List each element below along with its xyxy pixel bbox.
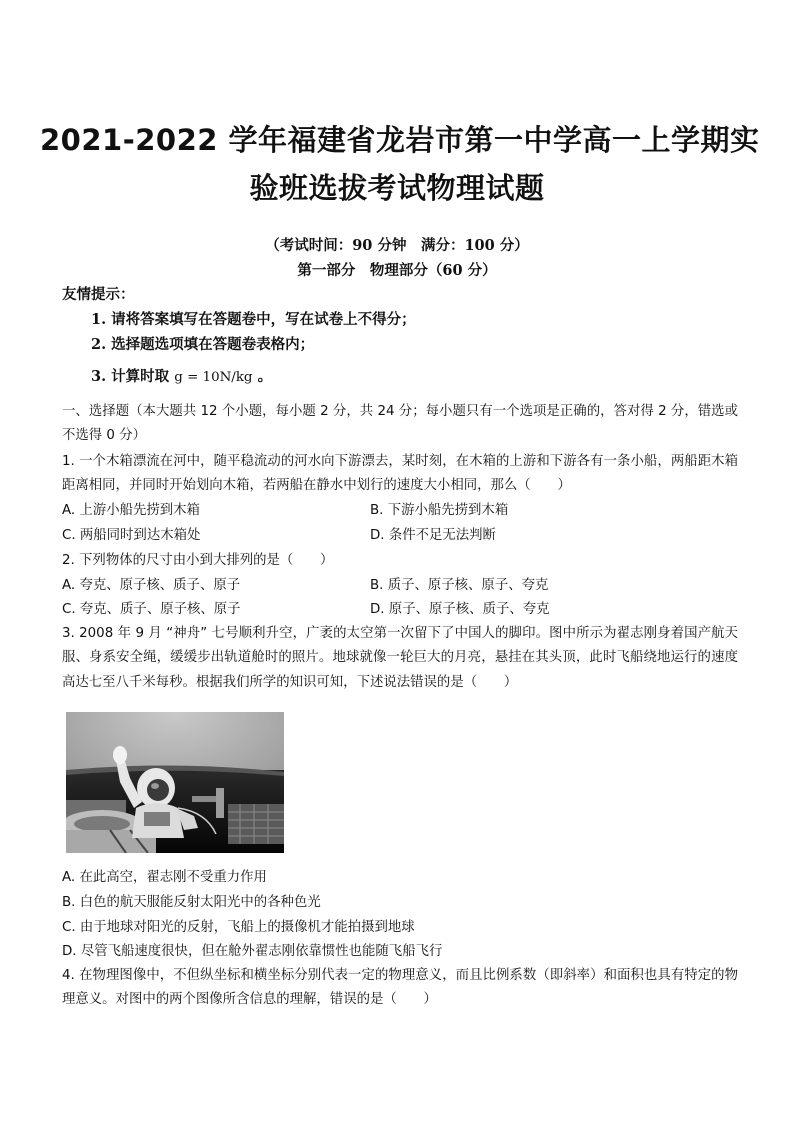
exam-info: （考试时间：90 分钟 满分：100 分） (265, 237, 529, 254)
question-1-option-c: C. 两船同时到达木箱处 (62, 528, 201, 543)
tip-item-3-prefix: 3. 计算时取 (91, 368, 170, 385)
question-1-option-d: D. 条件不足无法判断 (370, 528, 496, 543)
question-3-stem: 3. 2008 年 9 月 “神舟” 七号顺利升空，广袤的太空第一次留下了中国人的脚印。图中所示为翟志刚身着国产航天服、身系安全绳，缓缓步出轨道舱时的照片。地球就像一轮巨大的月亮，悬挂在其头顶，此时飞船绕地运行的速度高达七至八千米每秒。根据我们所学的知识可知，下述说法错误的是（ ） (62, 626, 738, 690)
question-3-option-b: B. 白色的航天服能反射太阳光中的各种色光 (62, 895, 321, 910)
tips-heading: 友情提示： (62, 286, 135, 303)
question-1-option-b: B. 下游小船先捞到木箱 (370, 503, 509, 518)
question-2-option-a: A. 夸克、原子核、质子、原子 (62, 578, 241, 593)
tip-item-1: 1. 请将答案填写在答题卷中，写在试卷上不得分； (91, 311, 416, 328)
section-heading: 一、选择题（本大题共 12 个小题，每小题 2 分，共 24 分；每小题只有一个选项是正确的，答对得 2 分，错选或不选得 0 分） (62, 404, 738, 444)
exam-title-line-1: 2021-2022 学年福建省龙岩市第一中学高一上学期实 (40, 123, 760, 157)
gravity-formula: g = 10N/kg (174, 370, 253, 385)
question-3-option-d: D. 尽管飞船速度很快，但在舱外翟志刚依靠惯性也能随飞船飞行 (62, 944, 443, 959)
tip-item-2: 2. 选择题选项填在答题卷表格内； (91, 336, 315, 353)
exam-title-line-2: 验班选拔考试物理试题 (249, 171, 545, 205)
tip-item-3-suffix: 。 (257, 368, 273, 385)
question-3-option-c: C. 由于地球对阳光的反射，飞船上的摄像机才能拍摄到地球 (62, 920, 415, 935)
question-3-option-a: A. 在此高空，翟志刚不受重力作用 (62, 870, 267, 885)
question-1-option-a: A. 上游小船先捞到木箱 (62, 503, 200, 518)
question-2-stem: 2. 下列物体的尺寸由小到大排列的是（ ） (62, 553, 334, 568)
astronaut-photo-drawing (66, 712, 284, 853)
question-4-stem: 4. 在物理图像中，不但纵坐标和横坐标分别代表一定的物理意义，而且比例系数（即斜率）和面积也具有特定的物理意义。对图中的两个图像所含信息的理解，错误的是（ ） (62, 968, 738, 1008)
question-2-option-b: B. 质子、原子核、原子、夸克 (370, 578, 549, 593)
question-1-stem: 1. 一个木箱漂流在河中，随平稳流动的河水向下游漂去，某时刻，在木箱的上游和下游各有一条小船，两船距木箱距离相同，并同时开始划向木箱，若两船在静水中划行的速度大小相同，那么（ ） (62, 454, 738, 494)
part-title: 第一部分 物理部分（60 分） (297, 262, 497, 279)
question-2-option-d: D. 原子、原子核、质子、夸克 (370, 602, 550, 617)
question-2-option-c: C. 夸克、质子、原子核、原子 (62, 602, 241, 617)
astronaut-photo (66, 712, 284, 853)
tip-item-3 (91, 368, 272, 387)
